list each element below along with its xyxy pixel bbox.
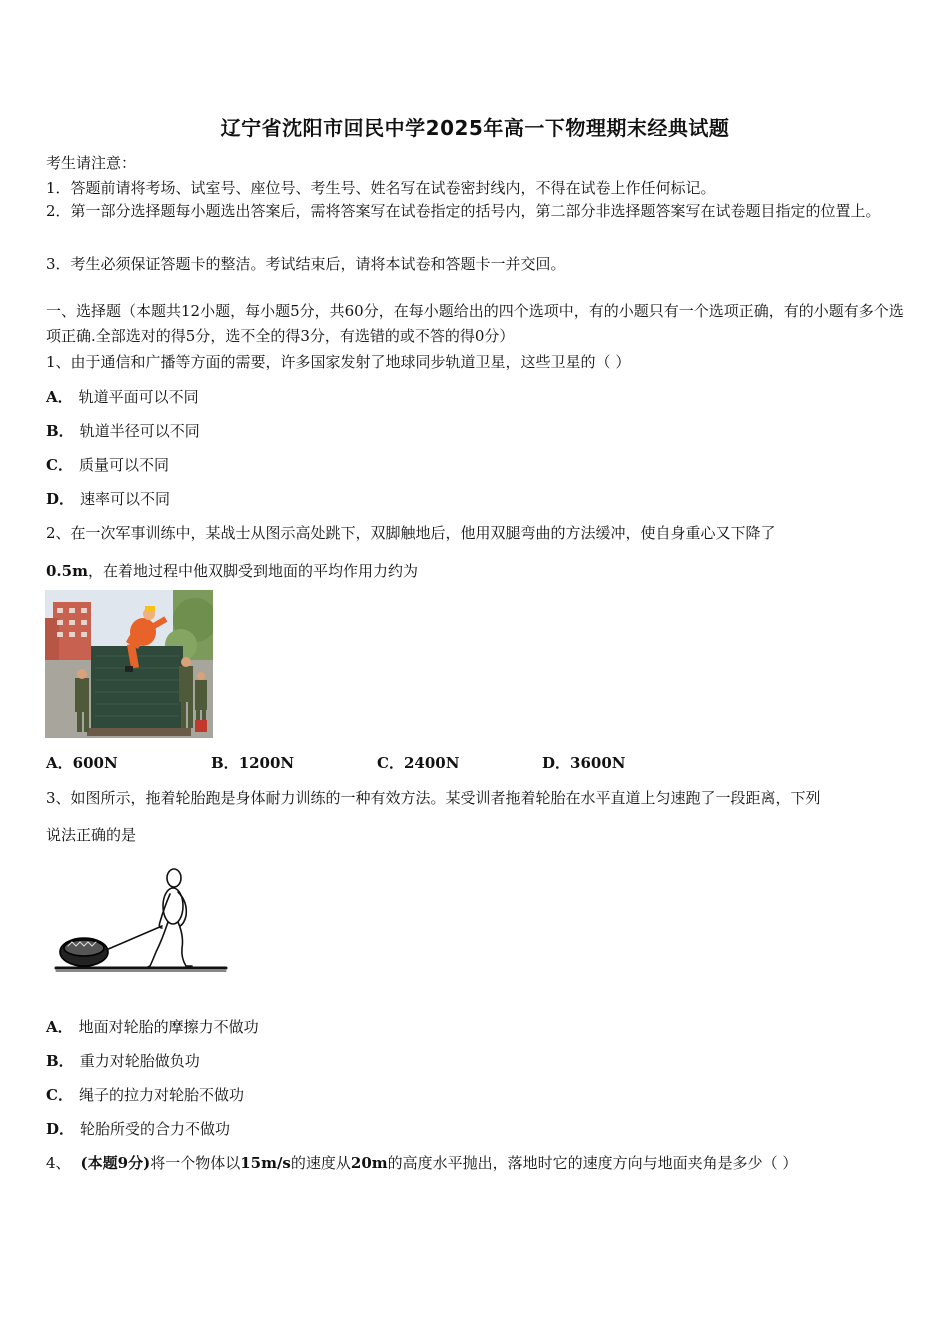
q2-option-a <box>46 752 118 773</box>
q3-option-d <box>46 1118 230 1139</box>
q4-velocity: 15m/s <box>240 1154 291 1172</box>
option-label: D． <box>46 490 75 508</box>
q4-points: (本题9分) <box>80 1154 151 1172</box>
q2-stem-rest: ，在着地过程中他双脚受到地面的平均作用力约为 <box>87 562 418 580</box>
q4-stem <box>46 1152 797 1173</box>
option-label: C． <box>46 1086 73 1104</box>
option-label: D． <box>46 1120 75 1138</box>
option-text: 2400N <box>403 754 460 772</box>
option-text: 速率可以不同 <box>80 490 171 508</box>
q1-option-c <box>46 454 169 475</box>
q2-option-b <box>211 752 294 773</box>
q4-text-1: 将一个物体以 <box>150 1154 241 1172</box>
page-title: 辽宁省沈阳市回民中学2025年高一下物理期末经典试题 <box>220 116 730 140</box>
q2-stem-line1: 2、在一次军事训练中，某战士从图示高处跳下，双脚触地后，他用双腿弯曲的方法缓冲，使自身重心又下降了 <box>46 524 776 542</box>
q2-option-d <box>542 752 625 773</box>
q2-option-c <box>377 752 459 773</box>
option-label: D． <box>542 754 571 772</box>
option-text: 质量可以不同 <box>78 456 169 474</box>
notice-item-1: 1．答题前请将考场、试室号、座位号、考生号、姓名写在试卷密封线内，不得在试卷上作任何标记。 <box>46 179 716 197</box>
notice-item-3: 3．考生必须保证答题卡的整洁。考试结束后，请将本试卷和答题卡一并交回。 <box>46 255 566 273</box>
q4-height: 20m <box>350 1154 388 1172</box>
option-label: B． <box>211 754 239 772</box>
option-text: 轨道半径可以不同 <box>79 422 200 440</box>
q2-stem-line2 <box>46 560 418 581</box>
q4-text-3: 的高度水平抛出，落地时它的速度方向与地面夹角是多少（ ） <box>387 1154 798 1172</box>
q3-stem-line1: 3、如图所示，拖着轮胎跑是身体耐力训练的一种有效方法。某受训者拖着轮胎在水平直道上匀速跑了一段距离，下列 <box>46 789 821 807</box>
q3-option-b <box>46 1050 200 1071</box>
q3-option-c <box>46 1084 244 1105</box>
option-text: 轨道平面可以不同 <box>78 388 199 406</box>
notice-item-2: 2．第一部分选择题每小题选出答案后，需将答案写在试卷指定的括号内，第二部分非选择题答案写在试卷题目指定的位置上。 <box>46 202 881 220</box>
q4-text-2: 的速度从 <box>290 1154 351 1172</box>
option-text: 地面对轮胎的摩擦力不做功 <box>78 1018 259 1036</box>
option-label: C． <box>46 456 73 474</box>
option-label: B． <box>46 422 74 440</box>
q1-option-b <box>46 420 200 441</box>
option-text: 绳子的拉力对轮胎不做功 <box>78 1086 244 1104</box>
option-label: A． <box>46 388 73 406</box>
notice-heading: 考生请注意： <box>46 154 137 172</box>
option-text: 重力对轮胎做负功 <box>79 1052 200 1070</box>
option-label: A． <box>46 1018 73 1036</box>
option-label: A． <box>46 754 73 772</box>
q4-number: 4、 <box>46 1154 71 1172</box>
option-label: B． <box>46 1052 74 1070</box>
soldier-jump-photo <box>45 590 213 738</box>
option-text: 3600N <box>570 754 626 772</box>
option-label: C． <box>377 754 404 772</box>
q1-stem: 1、由于通信和广播等方面的需要，许多国家发射了地球同步轨道卫星，这些卫星的（ ） <box>46 353 631 371</box>
q1-option-d <box>46 488 170 509</box>
option-text: 600N <box>72 754 118 772</box>
option-text: 轮胎所受的合力不做功 <box>80 1120 231 1138</box>
section-intro: 一、选择题（本题共12小题，每小题5分，共60分，在每小题给出的四个选项中，有的小题只有一个选项正确，有的小题有多个选项正确.全部选对的得5分，选不全的得3分，有选错的或不答的得0分） <box>46 302 904 345</box>
q2-height-value: 0.5m <box>46 562 88 580</box>
q3-option-a <box>46 1016 259 1037</box>
tire-drag-diagram <box>50 860 230 980</box>
q1-option-a <box>46 386 199 407</box>
q3-stem-line2: 说法正确的是 <box>46 826 137 844</box>
option-text: 1200N <box>238 754 295 772</box>
